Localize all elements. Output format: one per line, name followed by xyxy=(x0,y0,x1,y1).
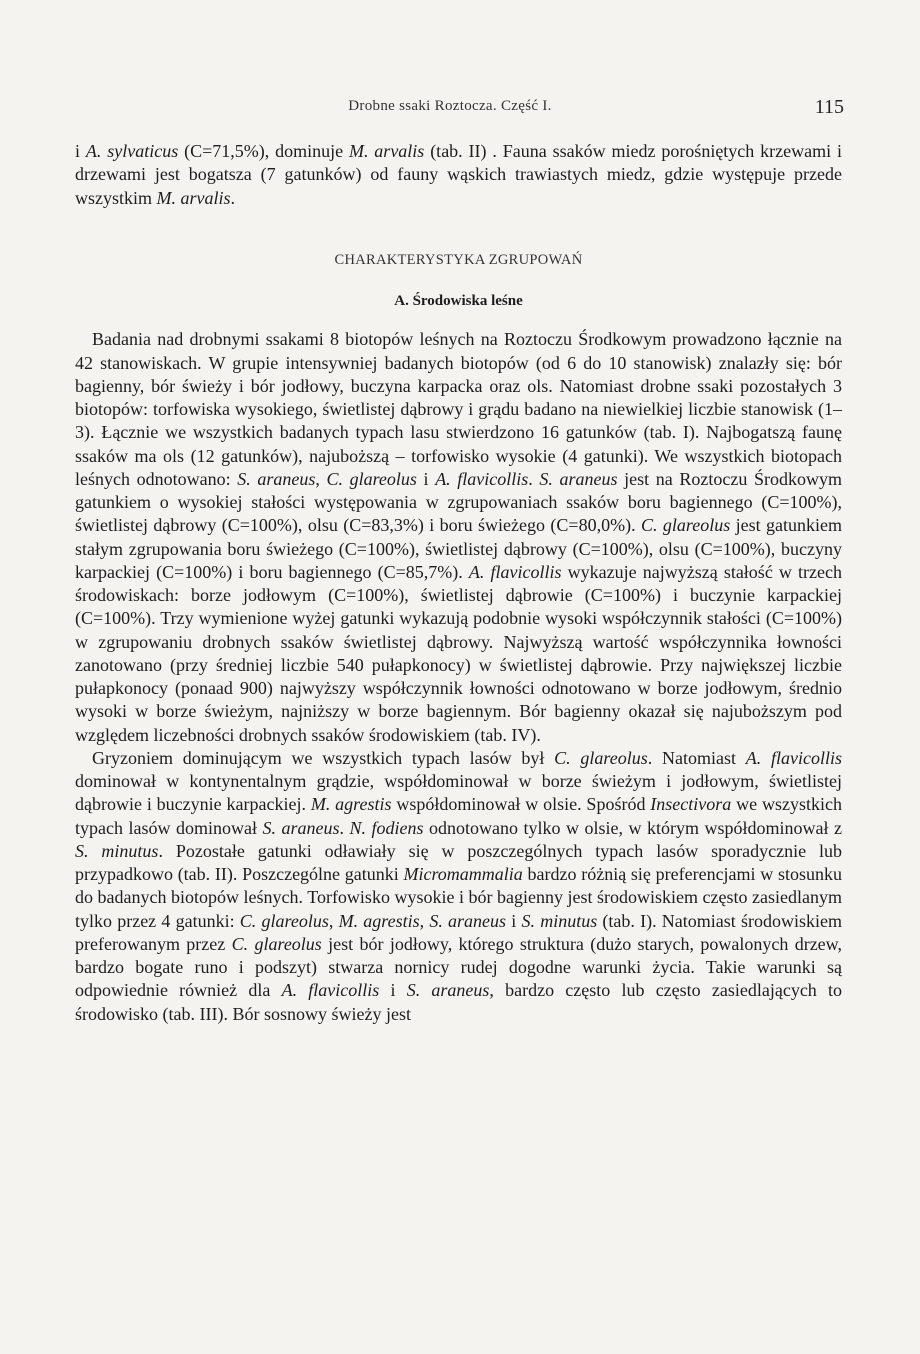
text-run: (C=71,5%), dominuje xyxy=(178,141,349,161)
species-name: M. agrestis xyxy=(310,794,392,815)
species-name: N. fodiens xyxy=(349,817,424,838)
text-run: dominował w kontynentalnym grądzie, współdominował w borze świeżym i jodłowym, świetlistej dąbrowie i buczynie karpackiej. xyxy=(75,771,842,815)
species-name: S. araneus xyxy=(539,468,618,489)
species-name: C. glareolus xyxy=(239,910,329,931)
text-run: i xyxy=(506,910,522,931)
text-run: . xyxy=(230,187,236,208)
subsection-heading: A. Środowiska leśne xyxy=(394,293,523,309)
species-name: M. agrestis xyxy=(338,910,420,931)
species-name: C. glareolus xyxy=(231,933,322,954)
paragraph-intro xyxy=(75,140,842,210)
text-run: . Pozostałe gatunki odławiały się w poszczególnych typach lasów sporadycznie lub przypadkowo (tab. II). Poszczególne gatunki xyxy=(75,840,842,884)
taxon-name: Insectivora xyxy=(650,794,732,815)
text-run: bardzo różnią się preferencjami w stosunku do badanych biotopów leśnych. Torfowisko wysokie i bór bagienny jest środowiskiem często zasiedlanym tylko przez 4 gatunki: xyxy=(75,864,842,931)
page-header xyxy=(0,96,920,122)
species-name: A. flavicollis xyxy=(745,747,842,768)
text-run: odnotowano tylko w olsie, w którym współdominował z xyxy=(423,817,843,838)
text-run: i xyxy=(75,141,86,161)
species-name: M. arvalis xyxy=(348,141,425,161)
species-name: S. araneus xyxy=(262,817,340,838)
text-run: wykazuje najwyższą stałość w trzech środowiskach: borze jodłowym (C=100%), świetlistej dąbrowie (C=100%) i buczynie karpackiej (C=100%). Trzy wymienione wyżej gatunki wykazują podobnie wysoki współczynnik stałości (C=100%) w zgrupowaniu drobnych ssaków świetlistej dąbrowy. Najwyższą wartość współczynnika łowności zanotowano (przy średniej liczbie 540 pułapkonocy) w świetlistej dąbrowie. Przy największej liczbie pułapkonocy (ponaad 900) najwyższy współczynnik łowności odnotowano w borze jodłowym, średnio wysoki w borze świeżym, najniższy w borze bagiennym. Bór bagienny okazał się najuboższym pod względem liczebności drobnych ssaków środowiskiem (tab. IV). xyxy=(75,561,843,745)
paragraph-forest-habitats xyxy=(75,328,842,747)
species-name: S. minutus xyxy=(75,840,159,861)
species-name: A. flavicollis xyxy=(435,468,529,489)
running-title: Drobne ssaki Roztocza. Część I. xyxy=(348,98,552,114)
text-run: . xyxy=(339,817,350,838)
text-run: . xyxy=(528,468,540,489)
text-run: we wszystkich typach lasów dominował xyxy=(75,794,842,838)
paragraph-rodents xyxy=(75,747,842,1026)
species-name: C. glareolus xyxy=(640,515,731,536)
species-name: S. minutus xyxy=(521,910,598,931)
species-name: S. araneus xyxy=(237,468,316,489)
text-run: Gryzoniem dominującym we wszystkich typach lasów był xyxy=(92,747,555,768)
taxon-name: Micromammalia xyxy=(403,864,523,884)
text-run: . Natomiast xyxy=(647,747,746,768)
species-name: C. glareolus xyxy=(554,747,648,768)
text-run: , xyxy=(328,910,339,931)
text-run: (tab. I). Natomiast środowiskiem preferowanym przez xyxy=(75,910,842,954)
text-run: Badania nad drobnymi ssakami 8 biotopów leśnych na Roztoczu Środkowym prowadzono łącznie na 42 stanowiskach. W grupie intensywniej badanych biotopów (od 6 do 10 stanowisk) znalazły się: bór bagienny, bór świeży i bór jodłowy, buczyna karpacka oraz ols. Natomiast drobne ssaki pozostałych 3 biotopów: torfowiska wysokiego, świetlistej dąbrowy i grądu badano na niewielkiej liczbie stanowisk (1–3). Łącznie we wszystkich badanych typach lasu stwierdzono 16 gatunków (tab. I). Najbogatszą faunę ssaków ma ols (12 gatunków), najuboższą – torfowisko wysokie (4 gatunki). We wszystkich biotopach leśnych odnotowano: xyxy=(75,329,842,489)
text-run: jest bór jodłowy, którego struktura (dużo starych, powalonych drzew, bardzo bogate runo i podszyt) stwarza nornicy rudej dogodne warunki życia. Takie warunki są odpowiednie również dla xyxy=(75,933,843,1001)
text-run: i xyxy=(379,980,407,1001)
species-name: A. flavicollis xyxy=(281,980,380,1001)
text-run: , xyxy=(419,910,430,931)
species-name: A. sylvaticus xyxy=(85,141,179,161)
text-run: , bardzo często lub często zasiedlających to środowisko (tab. III). Bór sosnowy świeży jest xyxy=(75,980,843,1024)
text-run: jest na Roztoczu Środkowym gatunkiem o wysokiej stałości występowania w zgrupowaniach ssaków boru bagiennego (C=100%), świetlistej dąbrowy (C=100%), olsu (C=83,3%) i boru świeżego (C=80,0%). xyxy=(75,468,842,536)
section-heading: CHARAKTERYSTYKA ZGRUPOWAŃ xyxy=(334,251,583,268)
text-run: i xyxy=(416,468,436,489)
species-name: C. glareolus xyxy=(326,468,417,489)
species-name: S. araneus xyxy=(406,980,490,1001)
page-body xyxy=(75,140,842,1026)
species-name: A. flavicollis xyxy=(468,561,562,582)
species-name: S. araneus xyxy=(429,910,507,931)
text-run: (tab. II) . Fauna ssaków miedz porośniętych krzewami i drzewami jest bogatsza (7 gatunków) od fauny wąskich trawiastych miedz, gdzie występuje przede wszystkim xyxy=(75,141,842,208)
text-run: , xyxy=(315,468,327,489)
species-name: M. arvalis xyxy=(156,187,231,208)
page-number: 115 xyxy=(814,96,844,118)
text-run: jest gatunkiem stałym zgrupowania boru świeżego (C=100%), świetlistej dąbrowy (C=100%), olsu (C=100%), buczyny karpackiej (C=100%) i boru bagiennego (C=85,7%). xyxy=(75,515,842,582)
text-run: współdominował w olsie. Spośród xyxy=(391,794,651,815)
